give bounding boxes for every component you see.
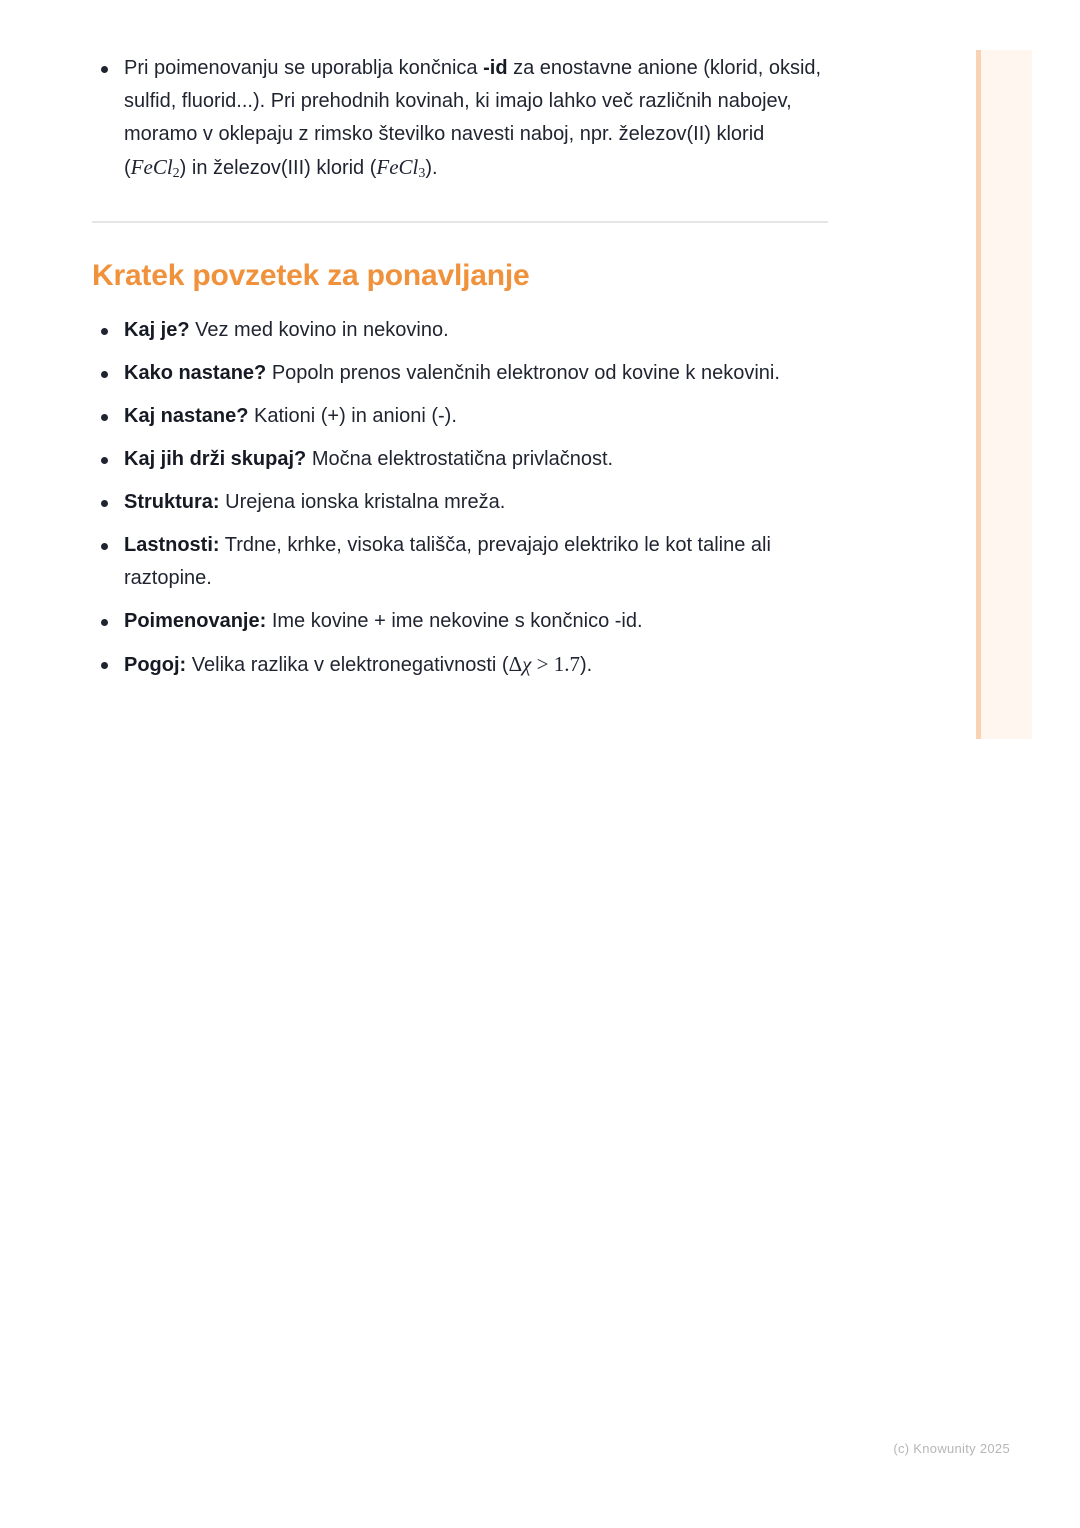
- section-divider: [92, 221, 828, 223]
- formula-fecl2: FeCl$_2$: [130, 155, 180, 181]
- list-item: Kako nastane? Popoln prenos valenčnih elektronov od kovine k nekovini.: [92, 357, 828, 390]
- list-item: Lastnosti: Trdne, krhke, visoka tališča, prevajajo elektriko le kot taline ali raztopine.: [92, 529, 828, 595]
- main-content: [92, 50, 828, 692]
- intro-list: [92, 52, 828, 190]
- list-item: Kaj jih drži skupaj? Močna elektrostatična privlačnost.: [92, 443, 828, 476]
- section-title: Kratek povzetek za ponavljanje: [92, 259, 530, 292]
- list-item: Kaj je? Vez med kovino in nekovino.: [92, 314, 828, 347]
- list-item: Pogoj: Velika razlika v elektronegativnosti (Δχ > 1.7).: [92, 648, 828, 682]
- copyright-footer: (c) Knowunity 2025: [893, 1441, 1010, 1456]
- list-item: Struktura: Urejena ionska kristalna mreža.: [92, 486, 828, 519]
- side-accent-panel: [976, 50, 1032, 739]
- formula-delta-chi: Δχ > 1.7: [508, 652, 580, 676]
- summary-list: [92, 314, 828, 682]
- list-item: Pri poimenovanju se uporablja končnica -id za enostavne anione (klorid, oksid, sulfid, fluorid...). Pri prehodnih kovinah, ki imajo lahko več različnih nabojev, moramo v oklepaju z rimsko številko navesti naboj, npr. železov(II) klorid (FeCl$_2$) in železov(III) klorid (FeCl$_3$).: [92, 52, 828, 190]
- list-item: Kaj nastane? Kationi (+) in anioni (-).: [92, 400, 828, 433]
- list-item: Poimenovanje: Ime kovine + ime nekovine s končnico -id.: [92, 605, 828, 638]
- formula-fecl3: FeCl$_3$: [376, 155, 426, 181]
